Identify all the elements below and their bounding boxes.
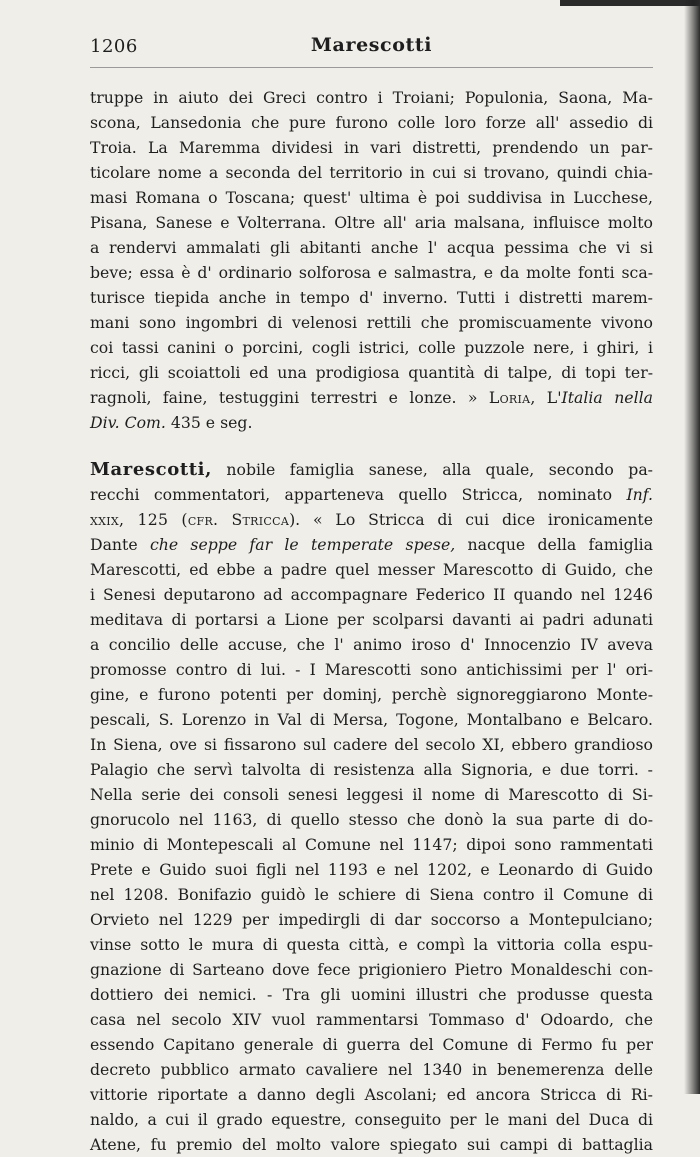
text-line (90, 932, 653, 957)
text-run: Prete e Guido suoi figli nel 1193 e nel 1202, e Leonardo di Guido (90, 860, 653, 879)
text-run: beve; essa è d' ordinario solforosa e salmastra, e da molte fonti sca- (90, 263, 653, 282)
text-run: ). « Lo Stricca di cui dice ironicamente (289, 510, 654, 529)
text-run: naldo, a cui il grado equestre, conseguito per le mani del Duca di (90, 1110, 653, 1129)
text-line (90, 457, 653, 482)
text-run: turisce tiepida anche in tempo d' inverno. Tutti i distretti marem- (90, 288, 653, 307)
text-run: Pisana, Sanese e Volterrana. Oltre all' aria malsana, influisce molto (90, 213, 653, 232)
entry-marescotti (90, 457, 653, 1157)
text-line (90, 160, 653, 185)
text-line (90, 310, 653, 335)
text-run: Nella serie dei consoli senesi leggesi il nome di Marescotto di Si- (90, 785, 653, 804)
text-run: a concilio delle accuse, che l' animo iroso d' Innocenzio IV aveva (90, 635, 653, 654)
text-line (90, 657, 653, 682)
text-line (90, 1107, 653, 1132)
text-run: 435 e seg. (165, 413, 253, 432)
page-number: 1206 (90, 36, 138, 57)
work-title: Italia nella (561, 388, 653, 407)
text-line (90, 682, 653, 707)
text-run: nacque della famiglia (455, 535, 654, 554)
text-line (90, 732, 653, 757)
text-line (90, 1057, 653, 1082)
cross-reference: Stricca (231, 510, 290, 529)
text-run: , L' (530, 388, 562, 407)
text-line (90, 185, 653, 210)
text-run: ricci, gli scoiattoli ed una prodigiosa quantità di talpe, di topi ter- (90, 363, 653, 382)
text-run: gnorucolo nel 1163, di quello stesso che donò la sua parte di do- (90, 810, 653, 829)
text-run: pescali, S. Lorenzo in Val di Mersa, Togone, Montalbano e Belcaro. (90, 710, 653, 729)
text-run: mani sono ingombri di velenosi rettili che promiscuamente vivono (90, 313, 653, 332)
text-line (90, 210, 653, 235)
text-line (90, 557, 653, 582)
text-line (90, 335, 653, 360)
text-run: a rendervi ammalati gli abitanti anche l' acqua pessima che vi si (90, 238, 653, 257)
text-line (90, 410, 653, 435)
text-line (90, 1132, 653, 1157)
text-run: casa nel secolo XIV vuol rammentarsi Tommaso d' Odoardo, che (90, 1010, 653, 1029)
text-line (90, 782, 653, 807)
text-run: vinse sotto le mura di questa città, e compì la vittoria colla espu- (90, 935, 653, 954)
text-run: coi tassi canini o porcini, cogli istrici, colle puzzole nere, i ghiri, i (90, 338, 653, 357)
text-run: truppe in aiuto dei Greci contro i Troiani; Populonia, Saona, Ma- (90, 88, 653, 107)
text-run: Orvieto nel 1229 per impedirgli di dar soccorso a Montepulciano; (90, 910, 653, 929)
text-run: promosse contro di lui. - I Marescotti sono antichissimi per l' ori- (90, 660, 653, 679)
text-line (90, 807, 653, 832)
text-line (90, 582, 653, 607)
header-rule (90, 67, 653, 68)
inferno-reference: Inf. (626, 485, 653, 504)
text-line (90, 532, 653, 557)
text-run: recchi commentatori, apparteneva quello Stricca, nominato (90, 485, 627, 504)
text-line (90, 707, 653, 732)
work-title: Div. Com. (90, 413, 166, 432)
text-line (90, 135, 653, 160)
text-run: ticolare nome a seconda del territorio in cui si trovano, quindi chia- (90, 163, 653, 182)
running-head: Marescotti (310, 34, 433, 56)
text-run: In Siena, ove si fissarono sul cadere del secolo XI, ebbero grandioso (90, 735, 653, 754)
text-line (90, 832, 653, 857)
text-run: xxix, 125 (cfr. (90, 510, 232, 529)
dante-quote: che seppe far le temperate spese, (149, 535, 456, 554)
text-line (90, 85, 653, 110)
text-run: masi Romana o Toscana; quest' ultima è poi suddivisa in Lucchese, (90, 188, 653, 207)
text-run: Atene, fu premio del molto valore spiegato sui campi di battaglia (90, 1135, 653, 1154)
body-text (90, 85, 653, 1157)
author-citation: Loria (488, 388, 531, 407)
page-edge-shadow-right (684, 0, 700, 1094)
text-line (90, 857, 653, 882)
text-run: i Senesi deputarono ad accompagnare Federico II quando nel 1246 (90, 585, 653, 604)
text-run: vittorie riportate a danno degli Ascolani; ed ancora Stricca di Ri- (90, 1085, 653, 1104)
text-run: gine, e furono potenti per dominj, perchè signoreggiarono Monte- (90, 685, 653, 704)
text-run: gnazione di Sarteano dove fece prigioniero Pietro Monaldeschi con- (90, 960, 653, 979)
text-run: ragnoli, faine, testuggini terrestri e lonze. » (90, 388, 489, 407)
text-line (90, 360, 653, 385)
paragraph-gap (90, 435, 653, 457)
text-line (90, 385, 653, 410)
text-run: essendo Capitano generale di guerra del Comune di Fermo fu per (90, 1035, 653, 1054)
text-line (90, 482, 653, 507)
text-run: meditava di portarsi a Lione per scolparsi davanti ai padri adunati (90, 610, 653, 629)
entry-headword: Marescotti, (90, 459, 212, 480)
text-run: Troia. La Maremma dividesi in vari distretti, prendendo un par- (90, 138, 653, 157)
text-line (90, 260, 653, 285)
text-run: Dante (90, 535, 150, 554)
text-line (90, 1082, 653, 1107)
paragraph-maremma-continuation (90, 85, 653, 435)
text-line (90, 507, 653, 532)
text-line (90, 632, 653, 657)
text-run: Marescotti, ed ebbe a padre quel messer Marescotto di Guido, che (90, 560, 653, 579)
page-edge-shadow-top (560, 0, 700, 6)
text-run: scona, Lansedonia che pure furono colle loro forze all' assedio di (90, 113, 653, 132)
text-line (90, 285, 653, 310)
text-run: nobile famiglia sanese, alla quale, secondo pa- (211, 460, 653, 479)
text-line (90, 882, 653, 907)
text-run: nel 1208. Bonifazio guidò le schiere di Siena contro il Comune di (90, 885, 653, 904)
text-line (90, 757, 653, 782)
text-line (90, 982, 653, 1007)
text-line (90, 1007, 653, 1032)
text-run: decreto pubblico armato cavaliere nel 1340 in benemerenza delle (90, 1060, 653, 1079)
page-header (90, 34, 653, 64)
text-line (90, 1032, 653, 1057)
text-line (90, 607, 653, 632)
text-run: dottiero dei nemici. - Tra gli uomini illustri che produsse questa (90, 985, 653, 1004)
text-line (90, 957, 653, 982)
text-line (90, 235, 653, 260)
text-line (90, 907, 653, 932)
text-run: minio di Montepescali al Comune nel 1147; dipoi sono rammentati (90, 835, 653, 854)
text-line (90, 110, 653, 135)
text-run: Palagio che servì talvolta di resistenza alla Signoria, e due torri. - (90, 760, 653, 779)
